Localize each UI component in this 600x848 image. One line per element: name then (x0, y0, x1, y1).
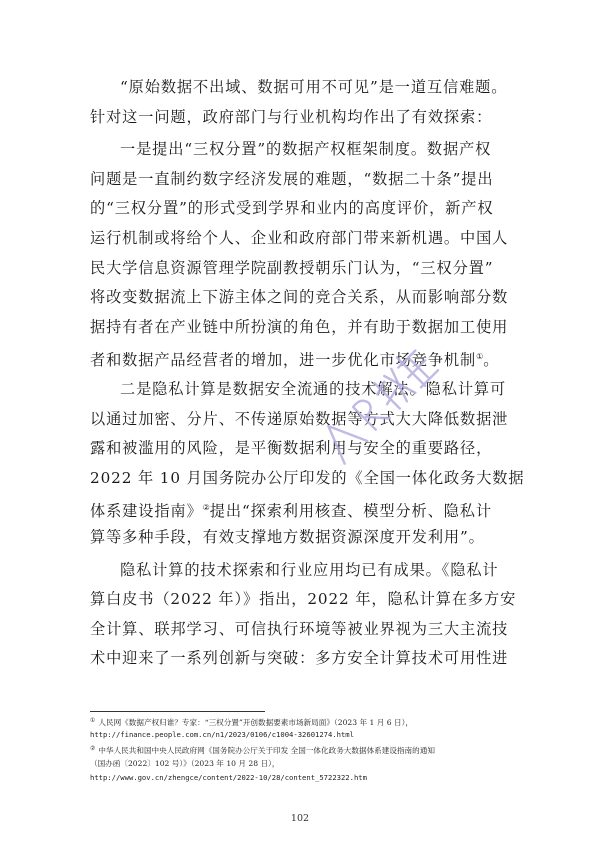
paragraph-2-line: 运行机制或将给个人、企业和政府部门带来新机遇。中国人 (90, 228, 509, 247)
footnote-2-text: 中华人民共和国中央人民政府网《国务院办公厅关于印发 全国一体化政务大数据体系建设指南的通知 (98, 746, 435, 756)
paragraph-2-line (90, 342, 520, 372)
paragraph-2-text: 者和数据产品经营者的增加，进一步优化市场竞争机制 (90, 351, 477, 370)
paragraph-2-line: 一是提出“三权分置”的数据产权框架制度。数据产权 (120, 140, 492, 159)
paragraph-2-line: 据持有者在产业链中所扮演的角色，并有助于数据加工使用 (90, 317, 509, 336)
paragraph-4-line: 全计算、联邦学习、可信执行环境等被业界视为三大主流技 (90, 619, 509, 638)
footnote-ref-1[interactable]: ① (476, 352, 484, 362)
footnote-1 (90, 714, 530, 728)
paragraph-3-line: 2022 年 10 月国务院办公厅印发的《全国一体化政务大数据 (90, 468, 525, 487)
paragraph-2-end: 。 (483, 351, 500, 370)
footnote-1-url[interactable]: http://finance.people.com.cn/n1/2023/0106/c1004-32601274.html (90, 730, 354, 740)
footnote-ref-2[interactable]: ② (202, 503, 210, 513)
footnote-2-url[interactable]: http://www.gov.cn/zhengce/content/2022-10/28/content_5722322.htm (90, 772, 367, 782)
footnote-1-marker: ① (90, 717, 96, 724)
page-number: 102 (290, 813, 310, 824)
body-text (90, 73, 525, 674)
paragraph-3-line: 露和被滥用的风险，是平衡数据利用与安全的重要路径， (90, 439, 493, 458)
footnote-divider (90, 711, 265, 712)
footnote-2-marker: ② (90, 745, 96, 753)
footnote-1-text: 人民网《数据产权归谁？专家：“三权分置”开创数据要素市场新局面》（2023 年 1 月 6 日）， (98, 718, 413, 727)
footnote-2 (90, 742, 530, 756)
paragraph-3-line: 二是隐私计算是数据安全流通的技术解法。隐私计算可 (120, 379, 507, 398)
paragraph-4-line: 术中迎来了一系列创新与突破：多方安全计算技术可用性进 (90, 649, 509, 668)
paragraph-3-text: 体系建设指南》 (90, 502, 203, 521)
paragraph-3-line: 以通过加密、分片、不传递原始数据等方式大大降低数据泄 (90, 409, 509, 428)
paragraph-2-line: 的“三权分置”的形式受到学界和业内的高度评价，新产权 (90, 199, 494, 218)
paragraph-4-line: 隐私计算的技术探索和行业应用均已有成果。《隐私计 (120, 560, 499, 579)
paragraph-1-line: “原始数据不出域、数据可用不可见”是一道互信难题。 (120, 78, 508, 96)
paragraph-4-line: 算白皮书（2022 年）》指出，2022 年，隐私计算在多方安 (90, 590, 517, 609)
paragraph-3-line: 算等多种手段，有效支撑地方数据资源深度开发利用”。 (90, 527, 485, 546)
paragraph-3-text: 提出“探索利用核查、模型分析、隐私计 (209, 502, 492, 521)
paragraph-2-line: 问题是一直制约数字经济发展的难题，“数据二十条”提出 (90, 169, 494, 188)
paragraph-2-line: 民大学信息资源管理学院副教授朝乐门认为，“三权分置” (90, 258, 494, 277)
paragraph-3-line (90, 493, 520, 523)
paragraph-1-line: 针对这一问题，政府部门与行业机构均作出了有效探索： (90, 107, 493, 126)
footnotes (90, 714, 530, 785)
footnote-2-text-continued: （国办函〔2022〕102 号）》（2023 年 10 月 28 日）， (90, 758, 280, 768)
paragraph-2-line: 将改变数据流上下游主体之间的竞合关系，从而影响部分数 (90, 288, 509, 307)
